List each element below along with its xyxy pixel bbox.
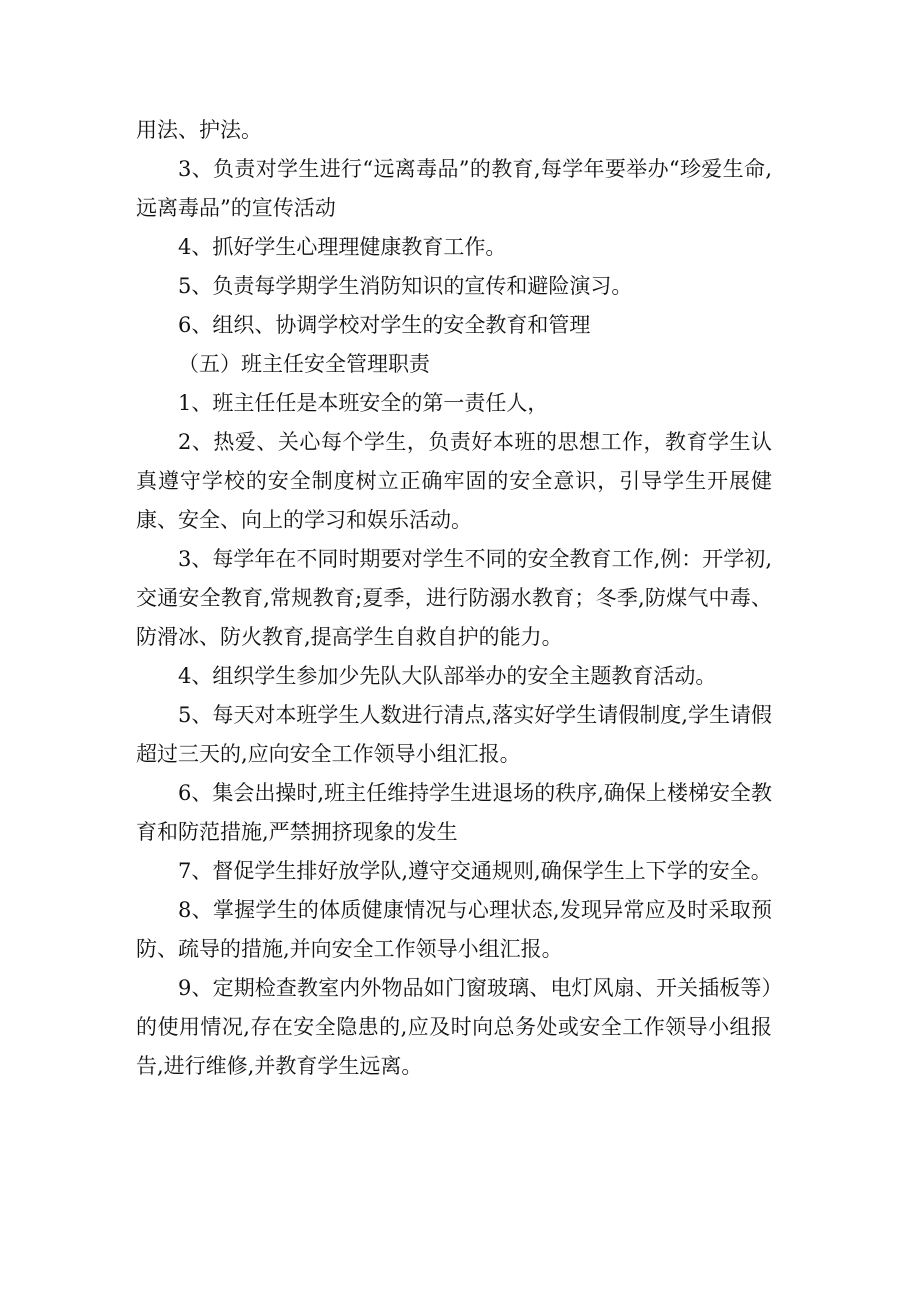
paragraph-teacher-item-7: 7、督促学生排好放学队,遵守交通规则,确保学生上下学的安全。 (178, 859, 772, 883)
paragraph-teacher-item-9: 9、定期检查教室内外物品如门窗玻璃、电灯风扇、开关插板等）的使用情况,存在安全隐患的,应及时向总务处或安全工作领导小组报告,进行维修,并教育学生远离。 (136, 976, 772, 1078)
section-heading-class-teacher: （五）班主任安全管理职责 (178, 352, 430, 376)
paragraph-continuation: 用法、护法。 (136, 118, 262, 142)
paragraph-teacher-item-5: 5、每天对本班学生人数进行清点,落实好学生请假制度,学生请假超过三天的,应向安全工作领导小组汇报。 (136, 703, 772, 766)
paragraph-teacher-item-2: 2、热爱、关心每个学生，负责好本班的思想工作，教育学生认真遵守学校的安全制度树立正确牢固的安全意识，引导学生开展健康、安全、向上的学习和娱乐活动。 (136, 430, 772, 532)
paragraph-item-5-fire-drill: 5、负责每学期学生消防知识的宣传和避险演习。 (178, 274, 633, 298)
paragraph-item-6-coordination: 6、组织、协调学校对学生的安全教育和管理 (178, 313, 591, 337)
paragraph-teacher-item-4: 4、组织学生参加少先队大队部举办的安全主题教育活动。 (178, 664, 717, 688)
paragraph-teacher-item-3: 3、每学年在不同时期要对学生不同的安全教育工作,例：开学初,交通安全教育,常规教育;夏季，进行防溺水教育；冬季,防煤气中毒、防滑冰、防火教育,提高学生自救自护的能力。 (136, 547, 772, 649)
paragraph-teacher-item-1: 1、班主任任是本班安全的第一责任人， (178, 391, 549, 415)
document-body (136, 111, 772, 1086)
paragraph-teacher-item-6: 6、集会出操时,班主任维持学生进退场的秩序,确保上楼梯安全教育和防范措施,严禁拥挤现象的发生 (136, 781, 772, 844)
paragraph-item-3-drugs: 3、负责对学生进行“远离毒品”的教育,每学年要举办“珍爱生命,远离毒品”的宣传活动 (136, 157, 772, 220)
paragraph-item-4-mental-health: 4、抓好学生心理理健康教育工作。 (178, 235, 507, 259)
paragraph-teacher-item-8: 8、掌握学生的体质健康情况与心理状态,发现异常应及时采取预防、疏导的措施,并向安全工作领导小组汇报。 (136, 898, 772, 961)
